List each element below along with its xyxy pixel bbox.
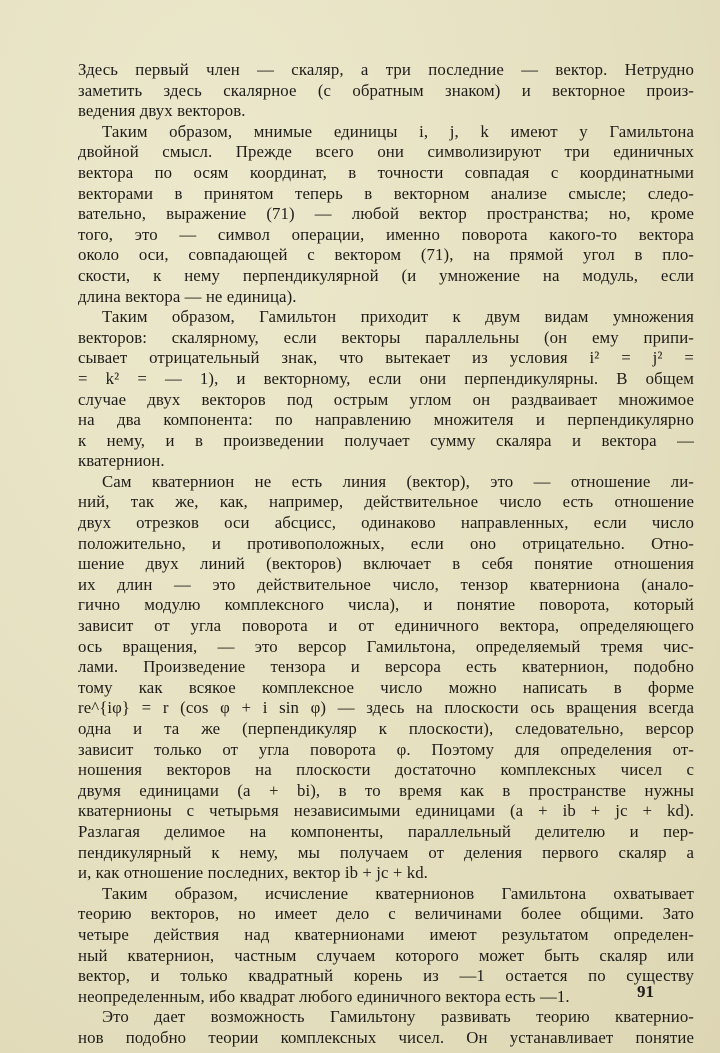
text-line: зависит только от угла поворота φ. Поэтому для определения от- <box>78 739 694 759</box>
text-line: вательно, выражение (71) — любой вектор пространства; но, кроме <box>78 204 694 224</box>
text-line: Сам кватернион не есть линия (вектор), это — отношение ли- <box>102 471 694 491</box>
text-line: ный кватернион, частным случаем которого может быть скаляр или <box>78 945 694 965</box>
text-line: двумя единицами (a + bi), в то время как в пространстве нужны <box>78 780 694 800</box>
text-line: Таким образом, Гамильтон приходит к двум видам умножения <box>102 307 694 327</box>
paragraph <box>78 122 694 307</box>
text-line: Разлагая делимое на компоненты, параллельный делителю и пер- <box>78 821 694 841</box>
text-line: ношения векторов на плоскости достаточно комплексных чисел с <box>78 760 694 780</box>
page-body <box>78 60 694 1049</box>
paragraph <box>78 884 694 1008</box>
text-line: зависит от угла поворота и от единичного вектора, определяющего <box>78 616 694 636</box>
paragraph <box>78 472 694 884</box>
text-line: к нему, и в произведении получает сумму скаляра и вектора — <box>78 430 694 450</box>
text-line: кватернион. <box>78 451 165 471</box>
text-line: случае двух векторов под острым углом он раздваивает множимое <box>78 389 694 409</box>
text-line: ний, так же, как, например, действительное число есть отношение <box>78 492 694 512</box>
text-line: того, это — символ операции, именно поворота какого-то вектора <box>78 224 694 244</box>
text-line: кватернионы с четырьмя независимыми единицами (a + ib + jc + kd). <box>78 801 694 821</box>
text-line: двух отрезков оси абсцисс, одинаково направленных, если число <box>78 513 694 533</box>
text-line: Это дает возможность Гамильтону развивать теорию кватернио- <box>102 1007 694 1027</box>
text-line: длина вектора — не единица). <box>78 286 297 306</box>
text-line: = k² = — 1), и векторному, если они перпендикулярны. В общем <box>78 368 694 388</box>
text-line: тому как всякое комплексное число можно написать в форме <box>78 677 694 697</box>
text-line: шение двух линий (векторов) включает в себя понятие отношения <box>78 554 694 574</box>
paragraph <box>78 1007 694 1048</box>
text-line: теорию векторов, но имеет дело с величинами более общими. Зато <box>78 904 694 924</box>
text-line: около оси, совпадающей с вектором (71), на прямой угол в пло- <box>78 245 694 265</box>
text-line: и, как отношение последних, вектор ib + jc + kd. <box>78 863 428 883</box>
paragraph <box>78 307 694 472</box>
text-line: гично модулю комплексного числа), и понятие поворота, который <box>78 595 694 615</box>
text-line: их длин — это действительное число, тензор кватерниона (анало- <box>78 574 694 594</box>
text-line: лами. Произведение тензора и версора есть кватернион, подобно <box>78 657 694 677</box>
text-line: одна и та же (перпендикуляр к плоскости), следовательно, версор <box>78 719 694 738</box>
text-line: скости, к нему перпендикулярной (и умножение на модуль, если <box>78 265 694 285</box>
text-line: пендикулярный к нему, мы получаем от деления первого скаляр a <box>78 842 694 862</box>
paragraph <box>78 60 694 122</box>
text-line: на два компонента: по направлению множителя и перпендикулярно <box>78 410 694 430</box>
text-line: Таким образом, мнимые единицы i, j, k имеют у Гамильтона <box>102 121 694 141</box>
text-line: заметить здесь скалярное (с обратным знаком) и векторное произ- <box>78 80 694 100</box>
text-line: четыре действия над кватернионами имеют результатом определен- <box>78 924 694 944</box>
text-line: двойной смысл. Прежде всего они символизируют три единичных <box>78 142 694 162</box>
text-line: нов подобно теории комплексных чисел. Он устанавливает понятие <box>78 1027 694 1047</box>
text-line: ось вращения, — это версор Гамильтона, определяемый тремя чис- <box>78 636 694 656</box>
text-line: Таким образом, исчисление кватернионов Гамильтона охватывает <box>102 883 694 903</box>
text-line: сывает отрицательный знак, что вытекает из условия i² = j² = <box>78 348 694 368</box>
text-line: векторами в принятом теперь в векторном анализе смысле; следо- <box>78 183 694 203</box>
text-line: неопределенным, ибо квадрат любого единичного вектора есть —1. <box>78 986 570 1006</box>
text-line: положительно, и противоположных, если оно отрицательно. Отно- <box>78 533 694 553</box>
text-line: Здесь первый член — скаляр, а три последние — вектор. Нетрудно <box>78 60 694 79</box>
text-line: ведения двух векторов. <box>78 101 246 121</box>
page-number: 91 <box>637 982 654 1001</box>
text-line: вектора по осям координат, в точности совпадая с координатными <box>78 162 694 182</box>
formula-line: re^{iφ} = r (cos φ + i sin φ) — здесь на плоскости ось вращения всегда <box>78 698 694 718</box>
text-line: векторов: скалярному, если векторы параллельны (он ему припи- <box>78 327 694 347</box>
text-line: вектор, и только квадратный корень из —1 остается по существу <box>78 966 694 986</box>
